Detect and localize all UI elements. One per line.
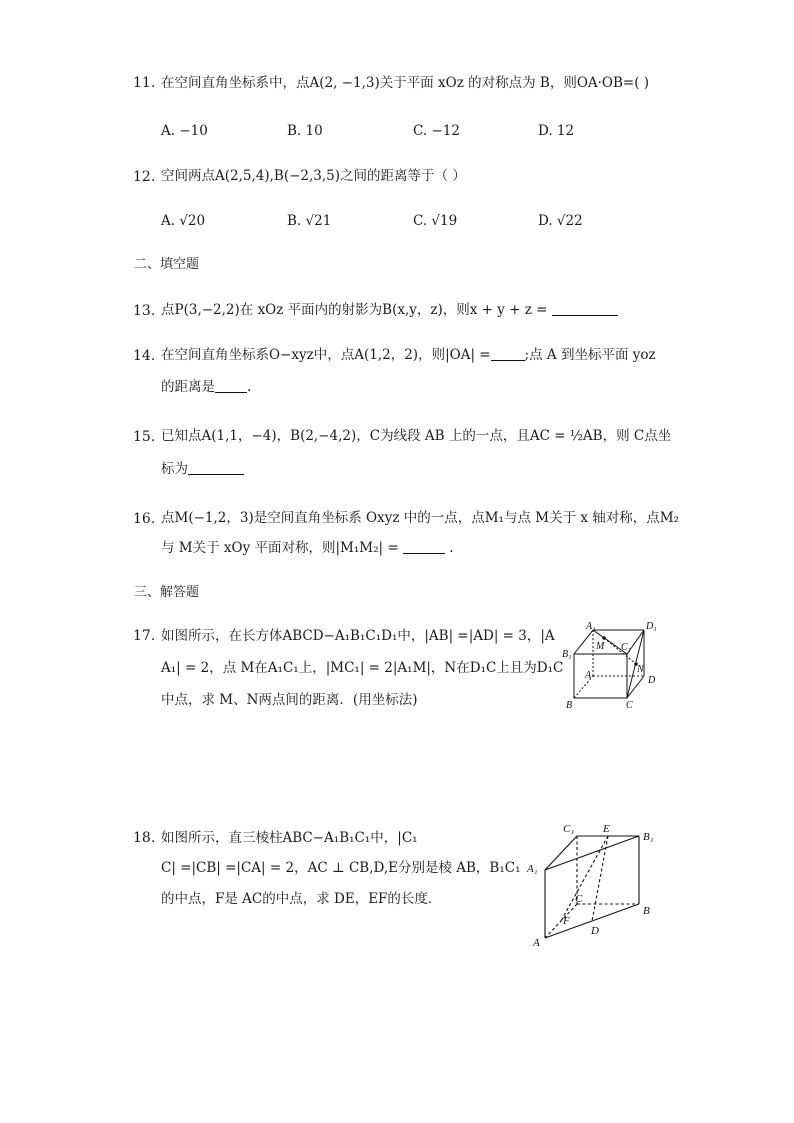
prism-figure — [525, 818, 660, 948]
label-C: C — [626, 700, 633, 711]
question-15-line1: 已知点A(1,1，−4)，B(2,−4,2)，C为线段 AB 上的一点，且AC = ½AB，则 C点坐 — [161, 428, 672, 444]
question-number: 14. — [133, 348, 156, 364]
label-A: A — [533, 937, 540, 948]
question-11-stem: 在空间直角坐标系中，点A(2, −1,3)关于平面 xOz 的对称点为 B，则OA·OB=( ) — [161, 75, 650, 91]
label-B: B — [566, 700, 573, 711]
question-number: 17. — [133, 628, 156, 644]
cuboid-figure — [560, 620, 665, 712]
label-C1: C₁ — [563, 823, 575, 835]
question-17-line3: 中点，求 M、N两点间的距离．(用坐标法) — [161, 692, 418, 708]
label-C1: C₁ — [621, 642, 632, 653]
question-15-line2 — [161, 459, 244, 479]
q14-text-c: 的距离是 — [161, 379, 215, 395]
question-18-line1: 如图所示，直三棱柱ABC−A₁B₁C₁中，|C₁ — [161, 830, 418, 846]
question-13-stem — [161, 300, 618, 320]
q14-text-a: 在空间直角坐标系O−xyz中，点A(1,2，2)，则|OA| = — [161, 347, 491, 363]
question-12-stem: 空间两点A(2,5,4),B(−2,3,5)之间的距离等于（ ） — [161, 168, 466, 184]
label-B1: B₁ — [643, 831, 654, 843]
q11-option-b: B. 10 — [287, 123, 323, 139]
question-16-line1: 点M(−1,2，3)是空间直角坐标系 Oxyz 中的一点，点M₁与点 M关于 x 轴对称，点M₂ — [161, 510, 680, 526]
q12-option-d: D. √22 — [538, 213, 583, 229]
label-A1: A₁ — [527, 863, 538, 875]
label-B1: B₁ — [562, 649, 572, 660]
q11-option-c: C. −12 — [413, 123, 460, 139]
answer-blank[interactable] — [403, 539, 445, 554]
question-number: 11. — [133, 75, 156, 91]
label-C: C — [575, 893, 583, 905]
label-D: D — [591, 925, 599, 937]
label-E: E — [603, 823, 610, 835]
question-14-line2 — [161, 377, 251, 397]
question-17-line2: A₁| = 2，点 M在A₁C₁上，|MC₁| = 2|A₁M|，N在D₁C上且为D₁C — [161, 660, 564, 676]
label-F: F — [563, 915, 570, 927]
q13-text: 点P(3,−2,2)在 xOz 平面内的射影为B(x,y，z)，则x + y + z = — [161, 302, 548, 318]
q12-option-c: C. √19 — [413, 213, 458, 229]
label-A: A — [585, 670, 592, 681]
section-heading-solve: 三、解答题 — [134, 585, 200, 600]
q12-option-a: A. √20 — [161, 213, 206, 229]
section-heading-fill: 二、填空题 — [134, 257, 200, 272]
q14-text-d: . — [247, 379, 252, 395]
label-B: B — [643, 905, 650, 917]
q11-option-d: D. 12 — [538, 123, 575, 139]
question-number: 13. — [133, 303, 156, 319]
answer-blank[interactable] — [215, 378, 247, 393]
label-D1: D₁ — [646, 621, 657, 632]
label-M: M — [596, 641, 605, 652]
question-17-line1: 如图所示，在长方体ABCD−A₁B₁C₁D₁中，|AB| =|AD| = 3，|A — [161, 628, 555, 644]
q16-text-b: . — [449, 540, 454, 556]
label-N: N — [637, 664, 644, 675]
question-18-line2: C| =|CB| =|CA| = 2，AC ⊥ CB,D,E分别是棱 AB，B₁C₁ — [161, 860, 521, 876]
q16-text-a: 与 M关于 xOy 平面对称，则|M₁M₂| = — [161, 540, 399, 556]
q11-option-a: A. −10 — [161, 123, 208, 139]
q14-text-b: ;点 A 到坐标平面 yoz — [524, 347, 656, 363]
answer-blank[interactable] — [188, 460, 244, 475]
question-number: 16. — [133, 511, 156, 527]
question-number: 15. — [133, 429, 156, 445]
question-18-line3: 的中点，F是 AC的中点，求 DE，EF的长度． — [161, 891, 442, 907]
label-D: D — [648, 675, 656, 686]
question-number: 18. — [133, 830, 156, 846]
answer-blank[interactable] — [491, 346, 525, 361]
answer-blank[interactable] — [552, 301, 618, 316]
question-16-line2 — [161, 538, 454, 558]
label-A1: A₁ — [586, 621, 596, 632]
q12-option-b: B. √21 — [287, 213, 332, 229]
question-14-line1 — [161, 345, 656, 365]
question-number: 12. — [133, 169, 156, 185]
q15-text: 标为 — [161, 461, 188, 477]
